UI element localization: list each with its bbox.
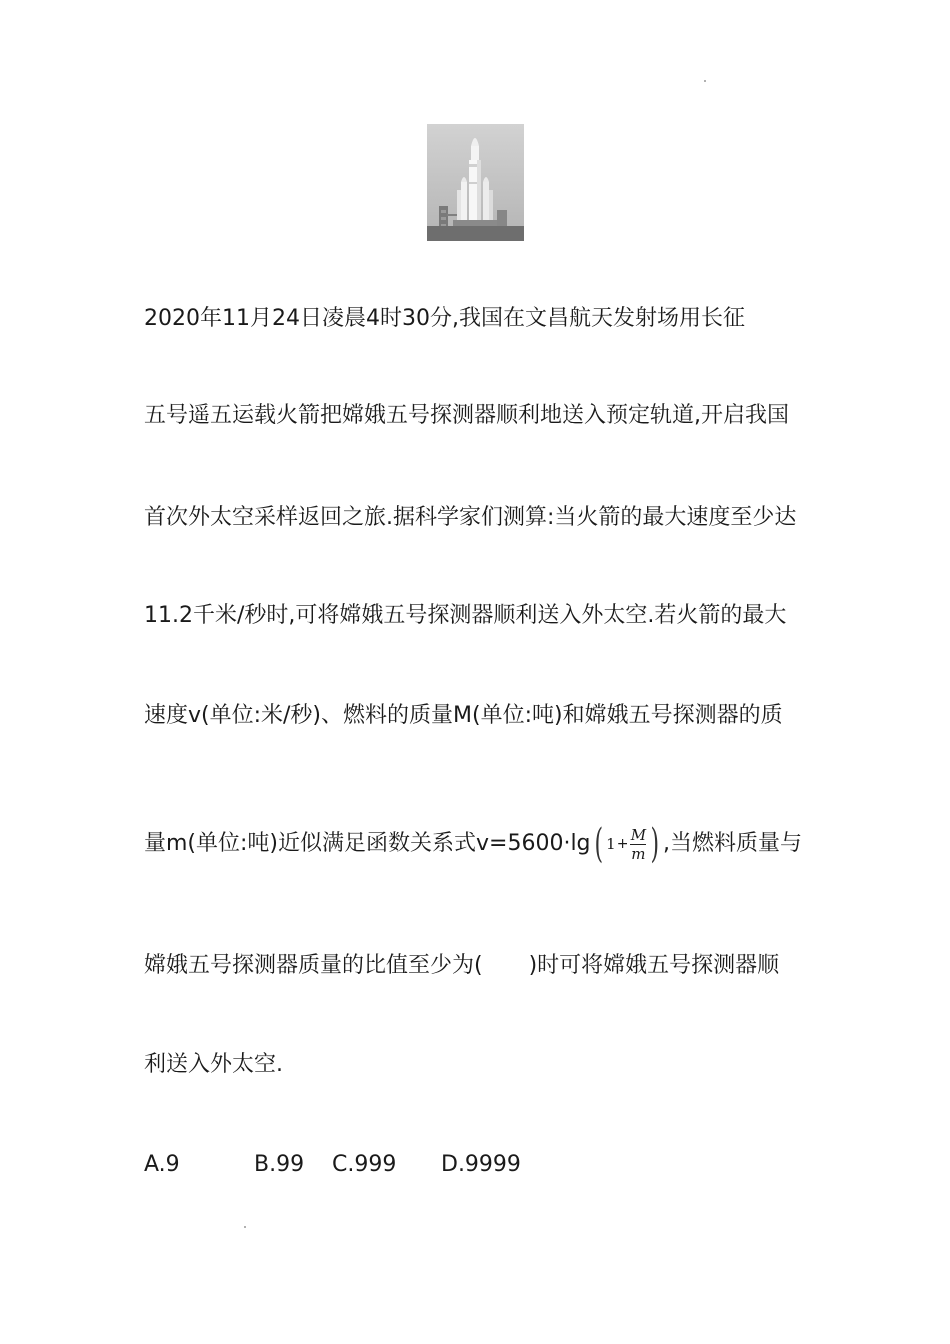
formula-fraction bbox=[630, 826, 646, 863]
option-c[interactable]: C.999 bbox=[332, 1152, 397, 1177]
log-formula bbox=[591, 821, 664, 867]
question-line-6 bbox=[144, 821, 803, 867]
formula-plus: + bbox=[616, 836, 629, 852]
rocket-icon bbox=[427, 124, 524, 241]
question-line-7 bbox=[144, 951, 779, 981]
question-line-2: 五号遥五运载火箭把嫦娥五号探测器顺利地送入预定轨道,开启我国 bbox=[144, 403, 789, 428]
option-d[interactable]: D.9999 bbox=[441, 1152, 521, 1177]
scan-dot bbox=[704, 80, 706, 82]
formula-denominator: m bbox=[631, 844, 646, 863]
question-line-1: 2020年11月24日凌晨4时30分,我国在文昌航天发射场用长征 bbox=[144, 306, 745, 331]
formula-one: 1 bbox=[606, 835, 616, 853]
blank-prefix: 嫦娥五号探测器质量的比值至少为( bbox=[144, 953, 483, 978]
formula-prefix: 量m(单位:吨)近似满足函数关系式v=5600·lg bbox=[144, 831, 591, 856]
option-a[interactable]: A.9 bbox=[144, 1152, 180, 1177]
scan-dot bbox=[244, 1226, 246, 1228]
question-line-5: 速度v(单位:米/秒)、燃料的质量M(单位:吨)和嫦娥五号探测器的质 bbox=[144, 703, 783, 728]
formula-open-paren: ( bbox=[594, 821, 603, 867]
formula-close-paren: ) bbox=[650, 821, 660, 867]
rocket-figure bbox=[427, 124, 524, 241]
blank-suffix: )时可将嫦娥五号探测器顺 bbox=[528, 953, 780, 978]
formula-numerator: M bbox=[630, 825, 647, 844]
question-line-8: 利送入外太空. bbox=[144, 1052, 283, 1077]
question-line-3: 首次外太空采样返回之旅.据科学家们测算:当火箭的最大速度至少达 bbox=[144, 505, 797, 530]
question-line-4: 11.2千米/秒时,可将嫦娥五号探测器顺利送入外太空.若火箭的最大 bbox=[144, 603, 787, 628]
option-b[interactable]: B.99 bbox=[254, 1152, 305, 1177]
formula-suffix: ,当燃料质量与 bbox=[663, 831, 803, 856]
